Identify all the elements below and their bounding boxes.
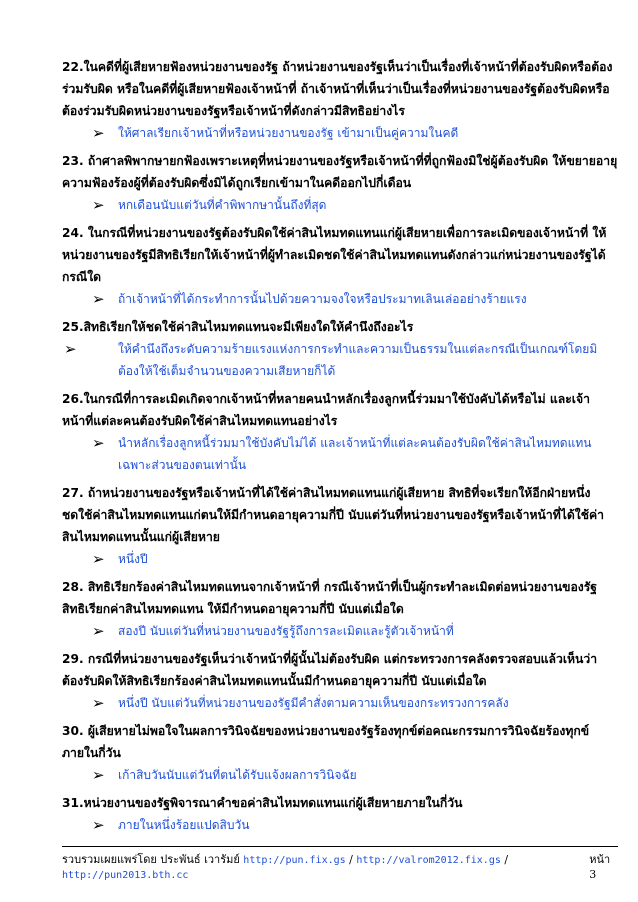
answer-text: ภายในหนึ่งร้อยแปดสิบวัน (118, 818, 250, 832)
arrow-bullet-icon: ➢ (92, 694, 105, 712)
answer-text: ให้ศาลเรียกเจ้าหน้าที่หรือหน่วยงานของรัฐ เข้ามาเป็นคู่ความในคดี (118, 126, 459, 140)
question-28: 28. สิทธิเรียกร้องค่าสินไหมทดแทนจากเจ้าหน้าที่ กรณีเจ้าหน้าที่เป็นผู้กระทำละเมิดต่อหน่วยงานของรัฐ สิทธิเรียกค่าสินไหมทดแทน ให้มีกำหนดอายุความกี่ปี นับแต่เมื่อใด (62, 580, 597, 616)
question-22: 22.ในคดีที่ผู้เสียหายฟ้องหน่วยงานของรัฐ ถ้าหน่วยงานของรัฐเห็นว่าเป็นเรื่องที่เจ้าหน้าที่ต้องรับผิดหรือต้องร่วมรับผิด หรือในคดีที่ผู้เสียหายฟ้องเจ้าหน้าที่ ถ้าเจ้าหน้าที่เห็นว่าเป็นเรื่องที่หน่วยงานของรัฐต้องรับผิดหรือต้องร่วมรับผิดหน่วยงานของรัฐหรือเจ้าหน้าที่ดังกล่าวมีสิทธิอย่างไร (62, 60, 613, 118)
arrow-bullet-icon: ➢ (92, 622, 105, 640)
arrow-bullet-icon: ➢ (92, 196, 105, 214)
qa-list (62, 56, 618, 842)
footer-credits (62, 850, 589, 881)
answer-text: ให้คำนึงถึงระดับความร้ายแรงแห่งการกระทำและความเป็นธรรมในแต่ละกรณีเป็นเกณฑ์โดยมิต้องให้ใช้เต็มจำนวนของความเสียหายก็ได้ (118, 342, 598, 378)
answer-text: นำหลักเรื่องลูกหนี้ร่วมมาใช้บังคับไม่ได้ และเจ้าหน้าที่แต่ละคนต้องรับผิดใช้ค่าสินไหมทดแทนเฉพาะส่วนของตนเท่านั้น (118, 436, 592, 472)
question-23: 23. ถ้าศาลพิพากษายกฟ้องเพราะเหตุที่หน่วยงานของรัฐหรือเจ้าหน้าที่ที่ถูกฟ้องมิใช่ผู้ต้องรับผิด ให้ขยายอายุความฟ้องร้องผู้ที่ต้องรับผิดซึ่งมิได้ถูกเรียกเข้ามาในคดีออกไปกี่เดือน (62, 154, 618, 190)
footer-link-pun[interactable]: http://pun.fix.gs (243, 855, 346, 866)
arrow-bullet-icon: ➢ (92, 766, 105, 784)
arrow-bullet-icon: ➢ (92, 290, 105, 308)
question-25: 25.สิทธิเรียกให้ชดใช้ค่าสินไหมทดแทนจะมีเพียงใดให้คำนึงถึงอะไร (62, 320, 414, 334)
arrow-bullet-icon: ➢ (92, 550, 105, 568)
footer-separator: / (349, 853, 353, 866)
question-31: 31.หน่วยงานของรัฐพิจารณาคำขอค่าสินไหมทดแทนแก่ผู้เสียหายภายในกี่วัน (62, 796, 463, 810)
answer-text: สองปี นับแต่วันที่หน่วยงานของรัฐรู้ถึงการละเมิดและรู้ตัวเจ้าหน้าที่ (118, 624, 454, 638)
arrow-bullet-icon: ➢ (92, 124, 105, 142)
answer-text: ถ้าเจ้าหน้าที่ได้กระทำการนั้นไปด้วยความจงใจหรือประมาทเลินเล่ออย่างร้ายแรง (118, 292, 527, 306)
page-number: หน้า 3 (589, 853, 611, 881)
footer-link-pun2013[interactable]: http://pun2013.bth.cc (62, 870, 189, 881)
arrow-bullet-icon: ➢ (92, 816, 105, 834)
footer-compiler: รวบรวมเผยแพร่โดย ประพันธ์ เวารัมย์ (62, 853, 240, 866)
footer-link-valrom[interactable]: http://valrom2012.fix.gs (356, 855, 501, 866)
answer-text: หนึ่งปี (118, 552, 148, 566)
answer-26 (62, 432, 618, 476)
question-24: 24. ในกรณีที่หน่วยงานของรัฐต้องรับผิดใช้ค่าสินไหมทดแทนแก่ผู้เสียหายเพื่อการละเมิดของเจ้าหน้าที่ ให้หน่วยงานของรัฐมีสิทธิเรียกให้เจ้าหน้าที่ผู้ทำละเมิดชดใช้ค่าสินไหมทดแทนดังกล่าวแก่หน่วยงานของรัฐได้กรณีใด (62, 226, 607, 284)
question-30: 30. ผู้เสียหายไม่พอใจในผลการวินิจฉัยของหน่วยงานของรัฐร้องทุกข์ต่อคณะกรรมการวินิจฉัยร้องทุกข์ ภายในกี่วัน (62, 724, 590, 760)
arrow-bullet-icon: ➢ (64, 340, 77, 358)
answer-text: หนึ่งปี นับแต่วันที่หน่วยงานของรัฐมีคำสั่งตามความเห็นของกระทรวงการคลัง (118, 696, 509, 710)
answer-31 (62, 814, 618, 836)
answer-29 (62, 692, 618, 714)
question-29: 29. กรณีที่หน่วยงานของรัฐเห็นว่าเจ้าหน้าที่ผู้นั้นไม่ต้องรับผิด แต่กระทรวงการคลังตรวจสอบแล้วเห็นว่าต้องรับผิดให้สิทธิเรียกร้องค่าสินไหมทดแทนนั้นมีกำหนดอายุความกี่ปี นับแต่เมื่อใด (62, 652, 598, 688)
footer-separator: / (504, 853, 509, 866)
question-27: 27. ถ้าหน่วยงานของรัฐหรือเจ้าหน้าที่ได้ใช้ค่าสินไหมทดแทนแก่ผู้เสียหาย สิทธิที่จะเรียกให้อีกฝ่ายหนึ่งชดใช้ค่าสินไหมทดแทนแก่ตนให้มีกำหนดอายุความกี่ปี นับแต่วันที่หน่วยงานของรัฐหรือเจ้าหน้าที่ได้ใช้ค่าสินไหมทดแทนนั้นแก่ผู้เสียหาย (62, 486, 605, 544)
answer-text: หกเดือนนับแต่วันที่คำพิพากษานั้นถึงที่สุด (118, 198, 327, 212)
answer-27 (62, 548, 618, 570)
answer-28 (62, 620, 618, 642)
answer-text: เก้าสิบวันนับแต่วันที่ตนได้รับแจ้งผลการวินิจฉัย (118, 768, 357, 782)
answer-24 (62, 288, 618, 310)
answer-23 (62, 194, 618, 216)
answer-30 (62, 764, 618, 786)
answer-25 (62, 338, 618, 382)
page-footer (62, 846, 618, 881)
answer-22 (62, 122, 618, 144)
question-26: 26.ในกรณีที่การละเมิดเกิดจากเจ้าหน้าที่หลายคนนำหลักเรื่องลูกหนี้ร่วมมาใช้บังคับได้หรือไม่ และเจ้าหน้าที่แต่ละคนต้องรับผิดใช้ค่าสินไหมทดแทนอย่างไร (62, 392, 590, 428)
arrow-bullet-icon: ➢ (92, 434, 105, 452)
